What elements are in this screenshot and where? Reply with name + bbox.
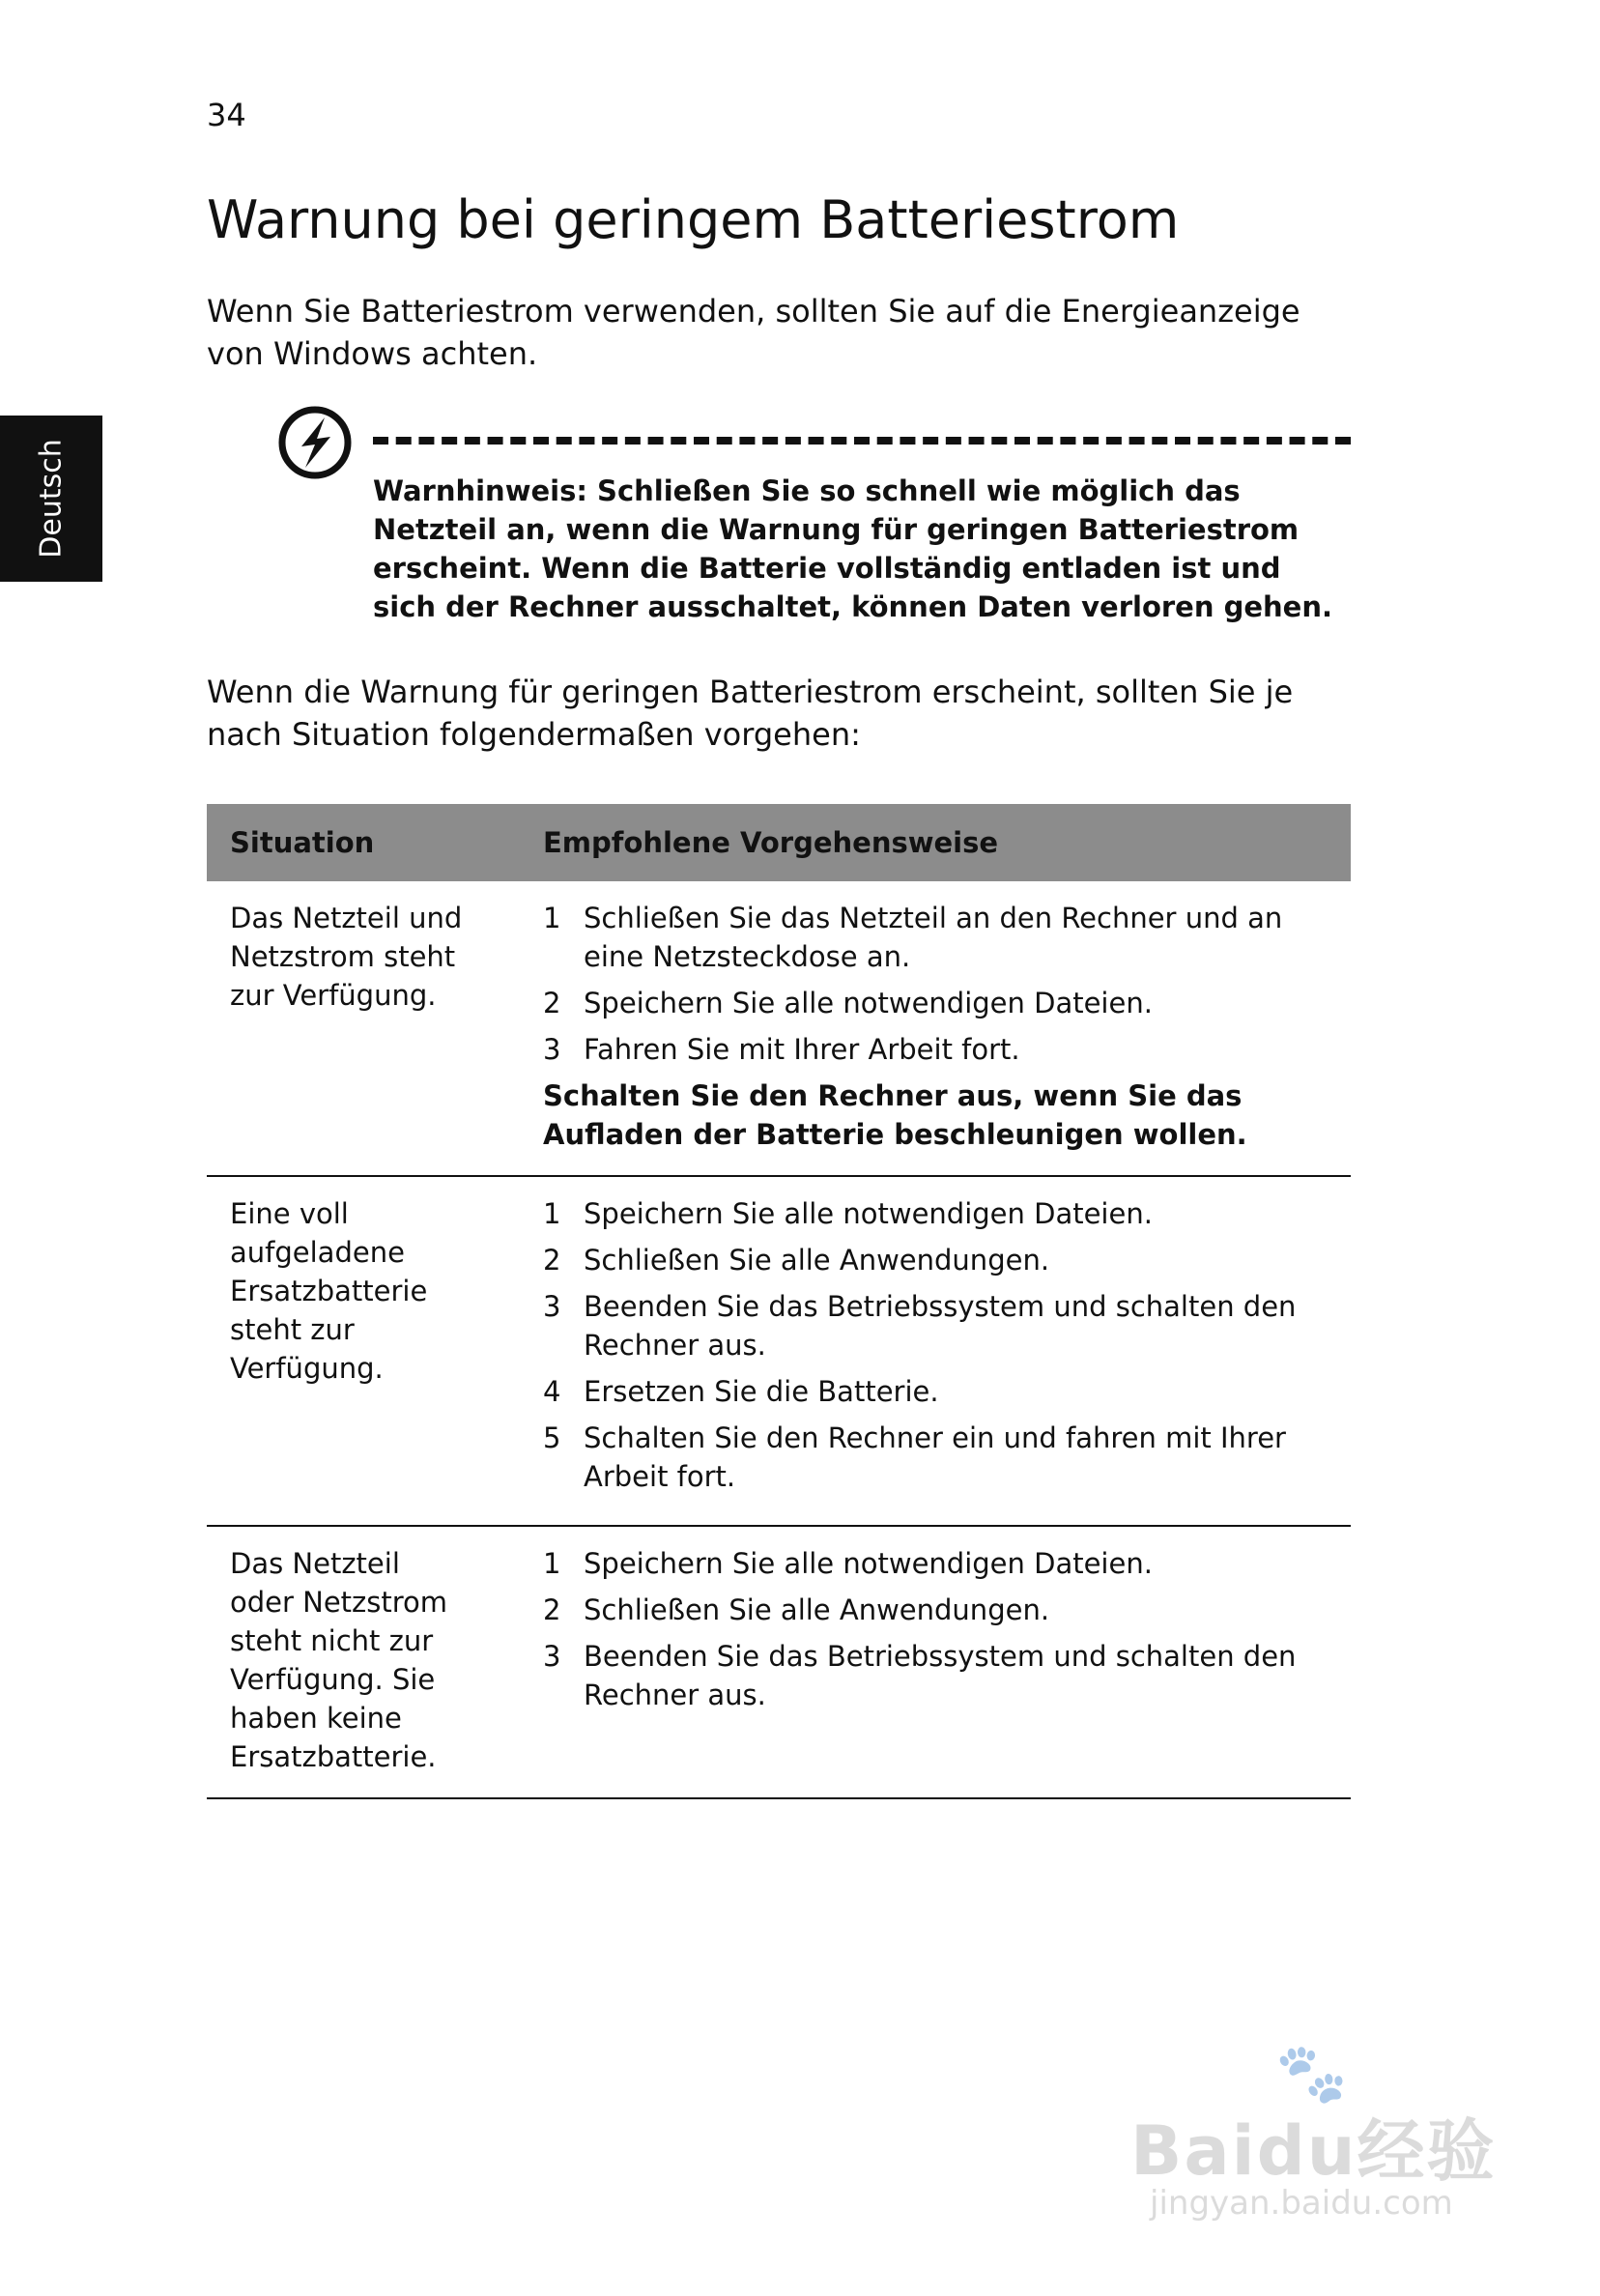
warning-bolt-icon [276,404,354,481]
step-text: Beenden Sie das Betriebssystem und schalten den Rechner aus. [584,1640,1297,1711]
situation-cell [207,1176,520,1526]
paw-icon: 🐾 [1275,2040,1348,2108]
list-item [543,1372,1331,1411]
table-row [207,881,1351,1176]
step-number: 3 [543,1290,561,1323]
step-text: Speichern Sie alle notwendigen Dateien. [584,987,1153,1019]
warning-text: Warnhinweis: Schließen Sie so schnell wie möglich das Netzteil an, wenn die Warnung für geringen Batteriestrom erscheint. Wenn die Batterie vollständig entladen ist und sich der Rechner ausschaltet, können Daten verloren gehen. [373,474,1332,623]
intro-paragraph: Wenn Sie Batteriestrom verwenden, sollten Sie auf die Energieanzeige von Windows achten. [207,293,1300,372]
step-number: 5 [543,1421,561,1454]
step-text: Schließen Sie das Netzteil an den Rechner und an eine Netzsteckdose an. [584,902,1283,973]
table-row [207,1176,1351,1526]
situation-table [207,804,1351,1799]
header-situation: Situation [207,804,520,881]
watermark-main: Baidu经验 [1130,2111,1497,2191]
situation-text: Eine voll aufgeladene Ersatzbatterie steht zur Verfügung. [230,1197,428,1385]
page-title: Warnung bei geringem Batteriestrom [207,189,1180,250]
step-text: Fahren Sie mit Ihrer Arbeit fort. [584,1033,1020,1066]
step-text: Schließen Sie alle Anwendungen. [584,1593,1050,1626]
step-number: 2 [543,1244,561,1277]
step-number: 3 [543,1033,561,1066]
situation-text: Das Netzteil oder Netzstrom steht nicht zur Verfügung. Sie haben keine Ersatzbatterie. [230,1547,448,1773]
list-item [543,984,1331,1022]
step-note: Schalten Sie den Rechner aus, wenn Sie das Aufladen der Batterie beschleunigen wollen. [543,1079,1247,1151]
list-item [543,1544,1331,1583]
step-text: Schalten Sie den Rechner ein und fahren mit Ihrer Arbeit fort. [584,1421,1286,1493]
steps-cell [520,881,1351,1176]
step-number: 4 [543,1375,561,1408]
table-row [207,1526,1351,1798]
step-text: Speichern Sie alle notwendigen Dateien. [584,1547,1153,1580]
steps-cell [520,1526,1351,1798]
step-number: 1 [543,902,561,934]
list-item [543,1591,1331,1629]
step-text: Speichern Sie alle notwendigen Dateien. [584,1197,1153,1230]
baidu-watermark [1130,2039,1517,2232]
list-item [543,899,1331,976]
steps-list [520,1527,1351,1743]
step-number: 2 [543,1593,561,1626]
list-item [543,1287,1331,1364]
step-number: 1 [543,1197,561,1230]
header-recommendation: Empfohlene Vorgehensweise [520,804,1351,881]
situation-intro-paragraph: Wenn die Warnung für geringen Batteriestrom erscheint, sollten Sie je nach Situation folgendermaßen vorgehen: [207,674,1294,753]
list-item [543,1030,1331,1069]
list-item [543,1194,1331,1233]
step-number: 1 [543,1547,561,1580]
step-text: Schließen Sie alle Anwendungen. [584,1244,1050,1277]
side-tab-label: Deutsch [34,439,69,559]
list-item [543,1419,1331,1496]
table-header-row [207,804,1351,881]
steps-cell [520,1176,1351,1526]
step-number: 3 [543,1640,561,1673]
situation-text: Das Netzteil und Netzstrom steht zur Verfügung. [230,902,463,1012]
steps-list [520,881,1351,1175]
page-number: 34 [207,97,246,133]
steps-list [520,1177,1351,1525]
watermark-sub: jingyan.baidu.com [1150,2184,1453,2223]
language-side-tab [0,416,102,582]
situation-cell [207,1526,520,1798]
list-item [543,1241,1331,1279]
step-text: Ersetzen Sie die Batterie. [584,1375,939,1408]
warning-divider [373,437,1351,445]
step-text: Beenden Sie das Betriebssystem und schalten den Rechner aus. [584,1290,1297,1362]
situation-cell [207,881,520,1176]
step-number: 2 [543,987,561,1019]
list-item [543,1637,1331,1714]
